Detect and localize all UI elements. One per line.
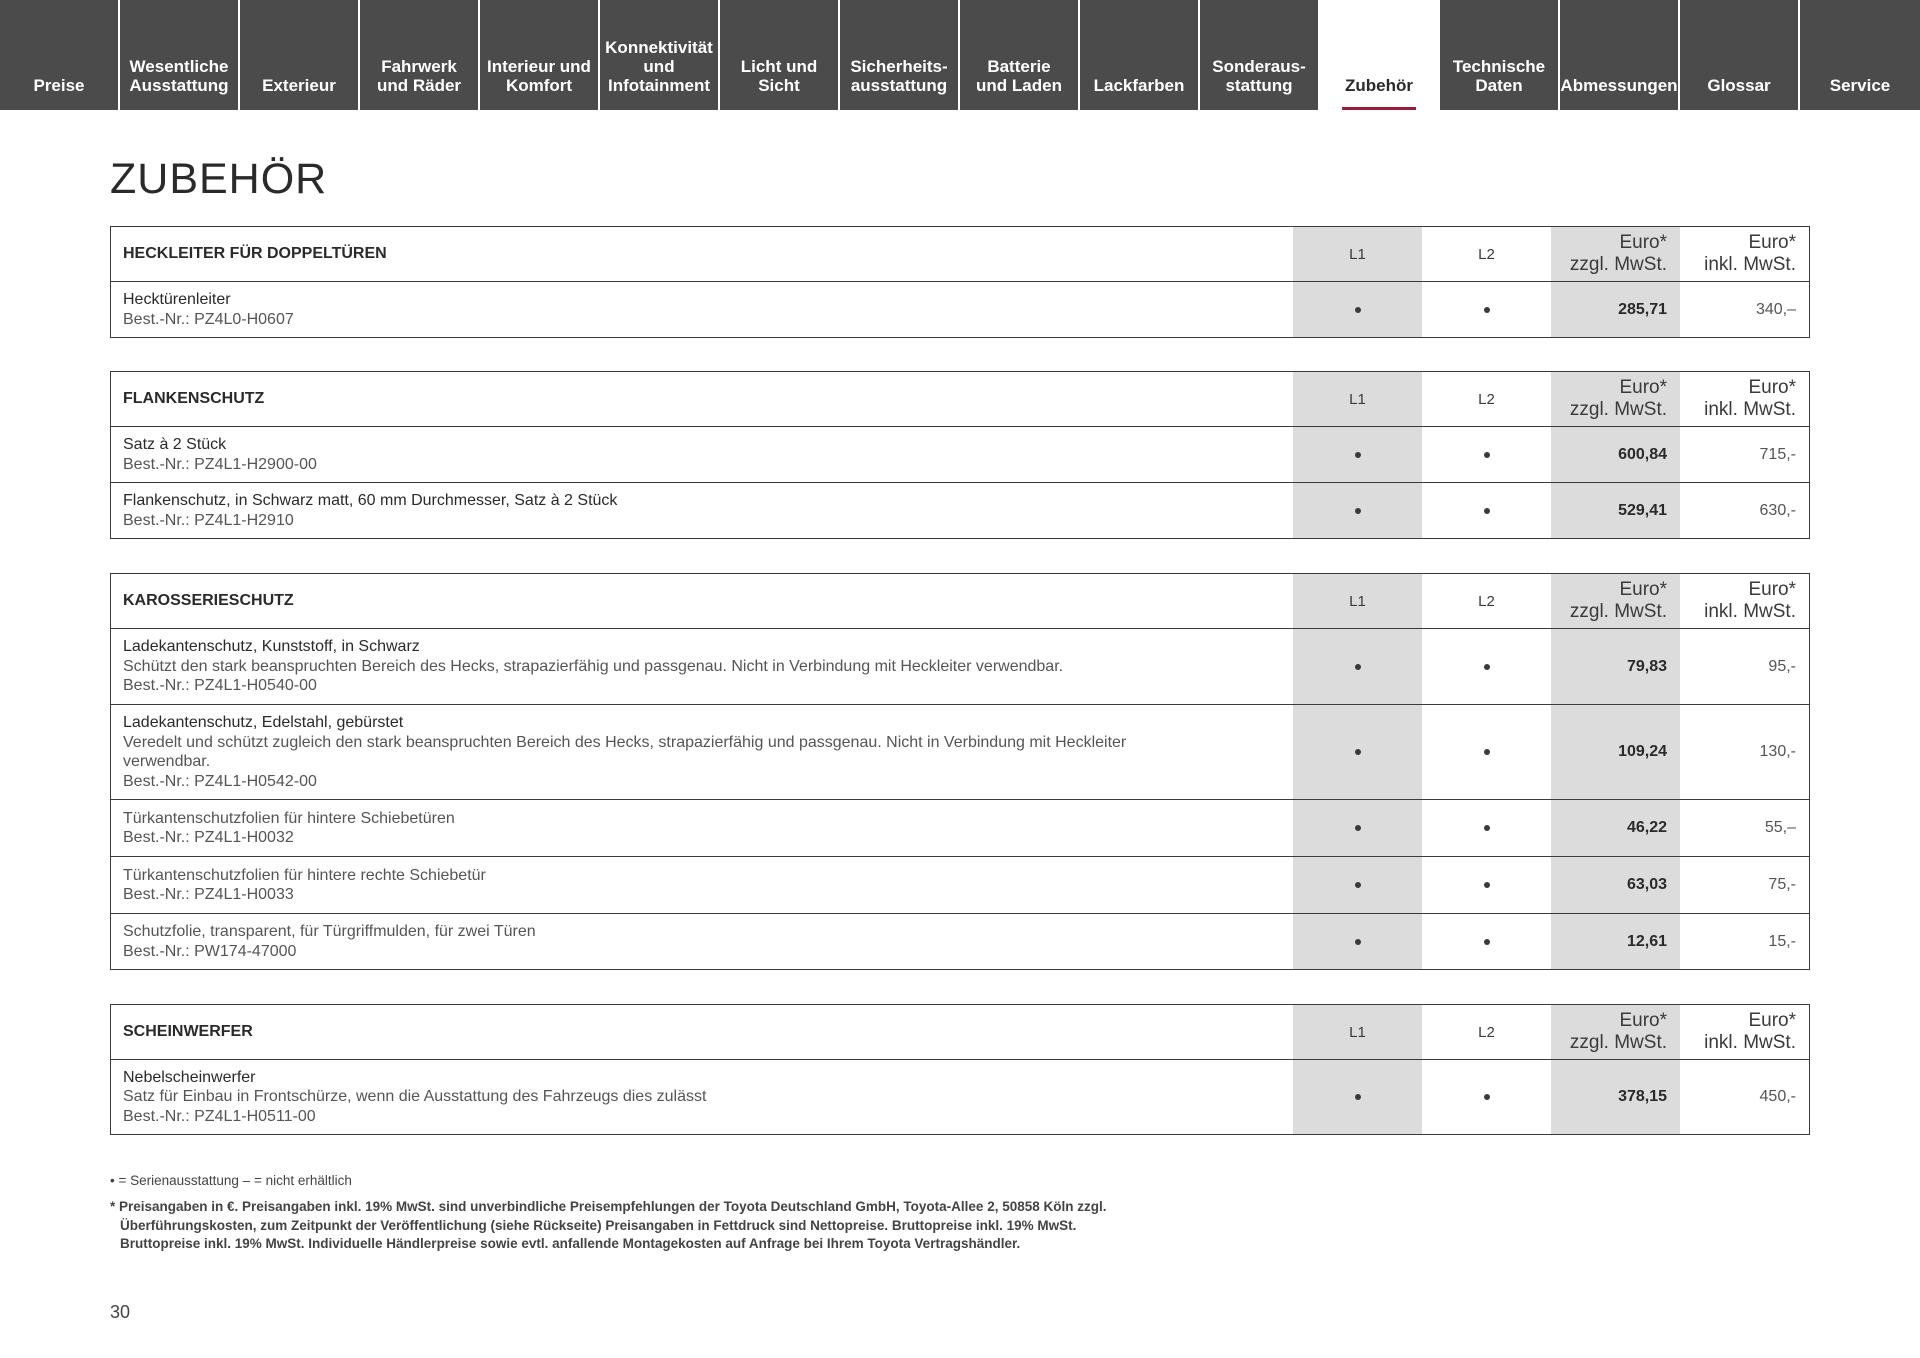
standard-dot-icon [1355, 939, 1361, 945]
l1-availability [1293, 857, 1422, 913]
section-heading: KAROSSERIESCHUTZ [123, 592, 294, 610]
standard-dot-icon [1484, 749, 1490, 755]
gross-price: 75,- [1768, 876, 1796, 893]
standard-dot-icon [1484, 939, 1490, 945]
item-title: Türkantenschutzfolien für hintere rechte Schiebetür [123, 866, 486, 884]
l1-availability [1293, 1060, 1422, 1134]
tab-sonderausstattung[interactable]: Sonderaus- stattung [1200, 0, 1318, 110]
l2-availability [1422, 1060, 1551, 1134]
page-number: 30 [110, 1302, 131, 1322]
table-scheinwerfer [110, 1004, 1810, 1135]
table-header-row [111, 372, 1809, 426]
tab-lackfarben[interactable]: Lackfarben [1080, 0, 1198, 110]
column-l1: L1 [1293, 1005, 1422, 1059]
net-price: 285,71 [1551, 282, 1680, 337]
table-heckleiter [110, 226, 1810, 338]
item-order-number: Best.-Nr.: PZ4L1-H0033 [123, 886, 294, 903]
item-description [111, 427, 1293, 482]
l2-availability [1422, 914, 1551, 969]
l2-availability [1422, 857, 1551, 913]
tab-wesentliche-ausstattung[interactable]: Wesentliche Ausstattung [120, 0, 238, 110]
item-detail: Satz für Einbau in Frontschürze, wenn die Ausstattung des Fahrzeugs dies zulässt [123, 1088, 707, 1106]
item-order-number: Best.-Nr.: PW174-47000 [123, 942, 297, 960]
tab-batterie-und-laden[interactable]: Batterie und Laden [960, 0, 1078, 110]
l2-availability [1422, 427, 1551, 482]
column-l2: L2 [1422, 1005, 1551, 1059]
item-title: Satz à 2 Stück [123, 436, 227, 453]
item-description [111, 800, 1293, 856]
standard-dot-icon [1484, 508, 1490, 514]
item-description [111, 483, 1293, 538]
gross-price: 95,- [1768, 657, 1796, 675]
standard-dot-icon [1355, 882, 1361, 888]
top-navigation [0, 0, 1920, 110]
standard-dot-icon [1484, 1094, 1490, 1100]
standard-dot-icon [1355, 508, 1361, 514]
tab-exterieur[interactable]: Exterieur [240, 0, 358, 110]
column-gross-price: Euro* inkl. MwSt. [1704, 1010, 1796, 1053]
tab-interieur-und-komfort[interactable]: Interieur und Komfort [480, 0, 598, 110]
table-row [111, 913, 1809, 969]
standard-dot-icon [1355, 749, 1361, 755]
gross-price: 55,– [1764, 819, 1796, 836]
tab-preise[interactable]: Preise [0, 0, 118, 110]
net-price: 63,03 [1551, 857, 1680, 913]
tab-licht-und-sicht[interactable]: Licht und Sicht [720, 0, 838, 110]
item-description [111, 1060, 1293, 1134]
l1-availability [1293, 914, 1422, 969]
l2-availability [1422, 282, 1551, 337]
item-description [111, 914, 1293, 969]
item-title: Ladekantenschutz, Edelstahl, gebürstet [123, 714, 404, 731]
column-net-price: Euro* zzgl. MwSt. [1551, 574, 1680, 628]
net-price: 600,84 [1551, 427, 1680, 482]
tab-fahrwerk-und-raeder[interactable]: Fahrwerk und Räder [360, 0, 478, 110]
standard-dot-icon [1484, 307, 1490, 313]
l1-availability [1293, 282, 1422, 337]
table-row [111, 426, 1809, 482]
tab-zubehoer[interactable]: Zubehör [1320, 0, 1438, 110]
tab-sicherheitsausstattung[interactable]: Sicherheits- ausstattung [840, 0, 958, 110]
l2-availability [1422, 705, 1551, 799]
item-description [111, 629, 1293, 704]
table-header-row [111, 227, 1809, 281]
standard-dot-icon [1355, 307, 1361, 313]
table-karosserieschutz [110, 573, 1810, 970]
tab-service[interactable]: Service [1800, 0, 1920, 110]
gross-price: 15,- [1768, 932, 1796, 950]
l2-availability [1422, 483, 1551, 538]
item-title: Ladekantenschutz, Kunststoff, in Schwarz [123, 638, 420, 656]
standard-dot-icon [1355, 664, 1361, 670]
table-flankenschutz [110, 371, 1810, 539]
standard-dot-icon [1484, 825, 1490, 831]
l1-availability [1293, 705, 1422, 799]
column-l2: L2 [1422, 227, 1551, 281]
l1-availability [1293, 800, 1422, 856]
tab-glossar[interactable]: Glossar [1680, 0, 1798, 110]
item-order-number: Best.-Nr.: PZ4L1-H0032 [123, 829, 294, 846]
column-net-price: Euro* zzgl. MwSt. [1551, 372, 1680, 426]
item-title: Nebelscheinwerfer [123, 1068, 256, 1086]
item-description [111, 282, 1293, 337]
standard-dot-icon [1355, 825, 1361, 831]
column-net-price: Euro* zzgl. MwSt. [1551, 1005, 1680, 1059]
standard-dot-icon [1355, 452, 1361, 458]
net-price: 378,15 [1551, 1060, 1680, 1134]
item-title: Hecktürenleiter [123, 291, 231, 308]
table-row [111, 628, 1809, 704]
column-gross-price: Euro* inkl. MwSt. [1704, 579, 1796, 622]
item-order-number: Best.-Nr.: PZ4L1-H0542-00 [123, 772, 317, 790]
table-row [111, 704, 1809, 799]
table-row [111, 1059, 1809, 1134]
tab-abmessungen[interactable]: Abmessungen [1560, 0, 1678, 110]
l1-availability [1293, 427, 1422, 482]
column-net-price: Euro* zzgl. MwSt. [1551, 227, 1680, 281]
column-l1: L1 [1293, 227, 1422, 281]
table-header-row [111, 1005, 1809, 1059]
gross-price: 340,– [1755, 300, 1796, 318]
standard-dot-icon [1484, 882, 1490, 888]
column-l1: L1 [1293, 574, 1422, 628]
item-title: Türkantenschutzfolien für hintere Schiebetüren [123, 809, 455, 827]
section-heading: HECKLEITER FÜR DOPPELTÜREN [123, 245, 387, 263]
section-heading: FLANKENSCHUTZ [123, 390, 265, 408]
gross-price: 450,- [1759, 1088, 1796, 1105]
footnote-price-info: * Preisangaben in €. Preisangaben inkl. 19% MwSt. sind unverbindliche Preisempfehlungen der Toyota Deutschland GmbH, Toyota-Allee 2, 50858 Köln zzgl. Überführungskosten, zum Zeitpunkt der Veröffentlichung (siehe Rückseite) Preisangaben in Fettdruck sind Nettopreise. Bruttopreise inkl. 19% MwSt. Bruttopreise inkl. 19% MwSt. Individuelle Händlerpreise sowie evtl. anfallende Montagekosten auf Anfrage bei Ihrem Toyota Vertragshändler. [110, 1199, 1107, 1251]
gross-price: 130,- [1759, 743, 1796, 760]
item-order-number: Best.-Nr.: PZ4L1-H2900-00 [123, 455, 317, 473]
footnote-legend: • = Serienausstattung – = nicht erhältlich [110, 1173, 352, 1188]
net-price: 12,61 [1551, 914, 1680, 969]
standard-dot-icon [1484, 664, 1490, 670]
l1-availability [1293, 629, 1422, 704]
table-row [111, 281, 1809, 337]
item-detail: Veredelt und schützt zugleich den stark beanspruchten Bereich des Hecks, strapazierfähig und passgenau. Nicht in Verbindung mit Heckleiter verwendbar. [123, 733, 1127, 770]
net-price: 529,41 [1551, 483, 1680, 538]
item-order-number: Best.-Nr.: PZ4L0-H0607 [123, 310, 294, 328]
item-description [111, 705, 1293, 799]
column-gross-price: Euro* inkl. MwSt. [1704, 232, 1796, 275]
item-title: Flankenschutz, in Schwarz matt, 60 mm Durchmesser, Satz à 2 Stück [123, 492, 618, 509]
column-l1: L1 [1293, 372, 1422, 426]
section-heading: SCHEINWERFER [123, 1023, 253, 1041]
table-row [111, 856, 1809, 913]
column-l2: L2 [1422, 372, 1551, 426]
l2-availability [1422, 629, 1551, 704]
standard-dot-icon [1484, 452, 1490, 458]
net-price: 46,22 [1551, 800, 1680, 856]
column-gross-price: Euro* inkl. MwSt. [1704, 377, 1796, 420]
item-title: Schutzfolie, transparent, für Türgriffmulden, für zwei Türen [123, 923, 536, 940]
l1-availability [1293, 483, 1422, 538]
tab-technische-daten[interactable]: Technische Daten [1440, 0, 1558, 110]
table-row [111, 799, 1809, 856]
table-header-row [111, 574, 1809, 628]
tab-konnektivitaet-und-infotainment[interactable]: Konnektivität und Infotainment [600, 0, 718, 110]
table-row [111, 482, 1809, 538]
net-price: 79,83 [1551, 629, 1680, 704]
active-tab-indicator [1342, 107, 1416, 110]
page-title: ZUBEHÖR [110, 155, 328, 203]
net-price: 109,24 [1551, 705, 1680, 799]
item-order-number: Best.-Nr.: PZ4L1-H0540-00 [123, 677, 317, 695]
item-description [111, 857, 1293, 913]
gross-price: 715,- [1759, 445, 1796, 463]
item-order-number: Best.-Nr.: PZ4L1-H2910 [123, 511, 294, 529]
l2-availability [1422, 800, 1551, 856]
footnotes [110, 1173, 1310, 1254]
gross-price: 630,- [1759, 501, 1796, 519]
item-order-number: Best.-Nr.: PZ4L1-H0511-00 [123, 1107, 316, 1125]
item-detail: Schützt den stark beanspruchten Bereich des Hecks, strapazierfähig und passgenau. Nicht in Verbindung mit Heckleiter verwendbar. [123, 657, 1064, 675]
column-l2: L2 [1422, 574, 1551, 628]
standard-dot-icon [1355, 1094, 1361, 1100]
